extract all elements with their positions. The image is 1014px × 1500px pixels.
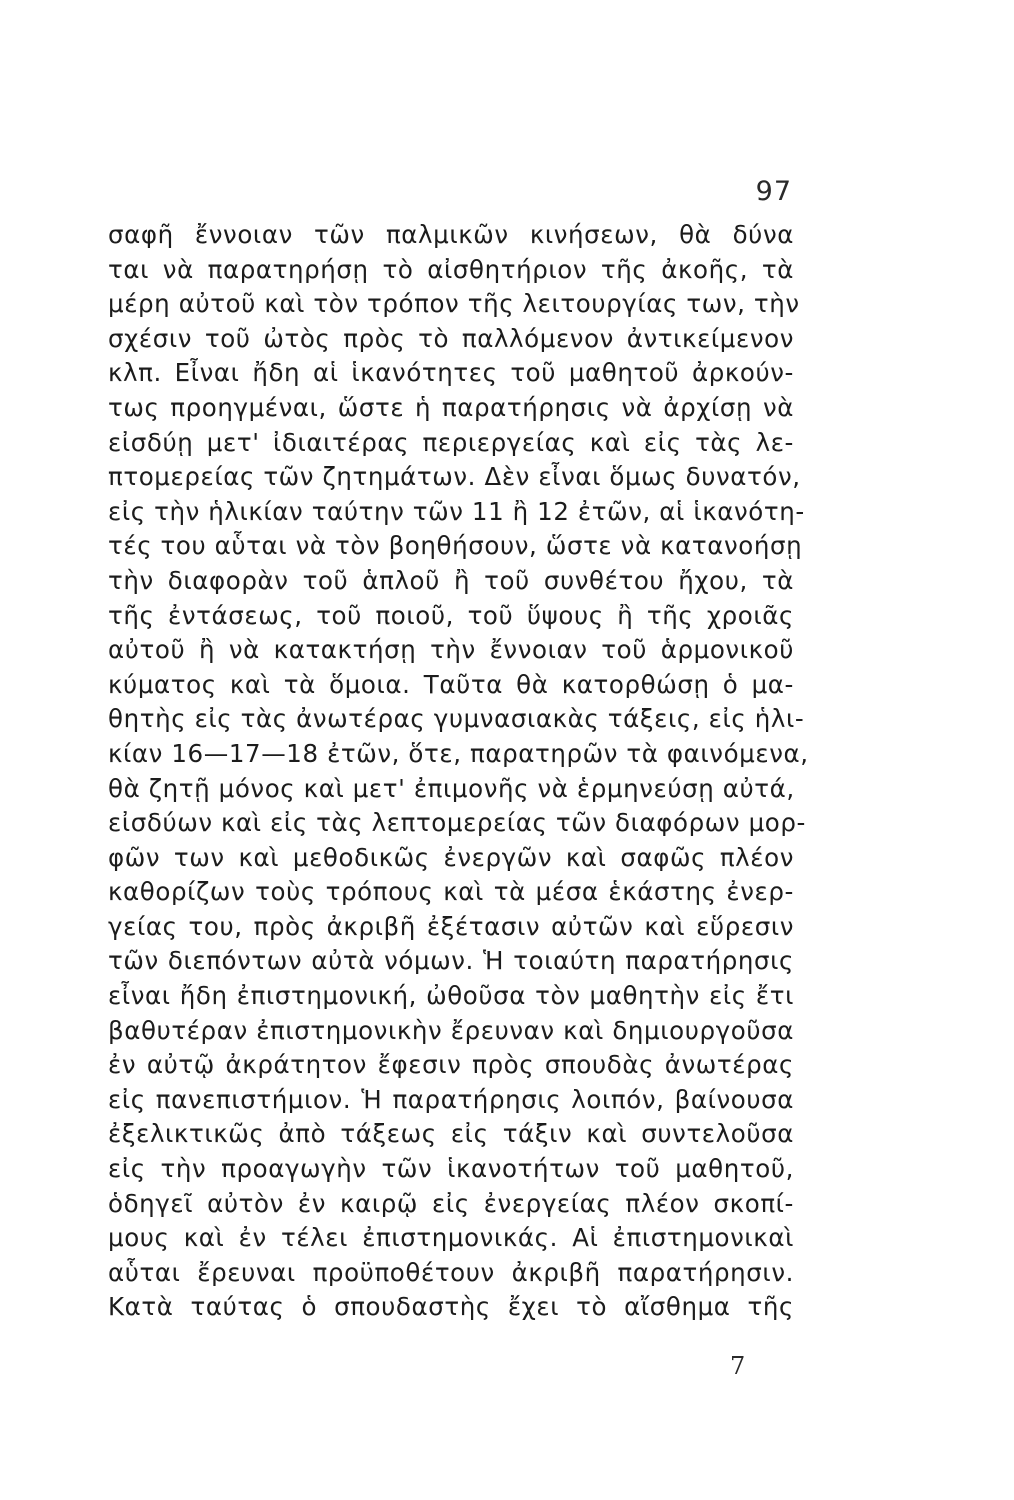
text-line: μέρη αὐτοῦ καὶ τὸν τρόπον τῆς λειτουργίας των, τὴν [108, 289, 800, 319]
text-line: καθορίζων τοὺς τρόπους καὶ τὰ μέσα ἑκάστης ἐνερ- [108, 877, 794, 907]
page-number: 97 [755, 176, 792, 207]
text-line: θὰ ζητῇ μόνος καὶ μετ' ἐπιμονῆς νὰ ἑρμηνεύσῃ αὐτά, [108, 773, 795, 803]
text-line: ἐν αὐτῷ ἀκράτητον ἔφεσιν πρὸς σπουδὰς ἀνωτέρας [108, 1050, 794, 1080]
text-line: τῆς ἐντάσεως, τοῦ ποιοῦ, τοῦ ὕψους ἢ τῆς χροιᾶς [108, 600, 794, 630]
text-line: τῶν διεπόντων αὐτὰ νόμων. Ἡ τοιαύτη παρατήρησις [108, 946, 794, 976]
text-line: μους καὶ ἐν τέλει ἐπιστημονικάς. Αἱ ἐπιστημονικαὶ [108, 1223, 794, 1253]
text-line: κύματος καὶ τὰ ὅμοια. Ταῦτα θὰ κατορθώσῃ ὁ μα- [108, 669, 794, 699]
text-line: εἶναι ἤδη ἐπιστημονική, ὠθοῦσα τὸν μαθητὴν εἰς ἔτι [108, 981, 794, 1011]
text-line: τὴν διαφορὰν τοῦ ἁπλοῦ ἢ τοῦ συνθέτου ἤχου, τὰ [108, 565, 794, 595]
text-line: πτομερείας τῶν ζητημάτων. Δὲν εἶναι ὅμως δυνατόν, [108, 462, 801, 492]
text-line: σχέσιν τοῦ ὠτὸς πρὸς τὸ παλλόμενον ἀντικείμενον [108, 323, 794, 353]
signature-mark: 7 [730, 1352, 746, 1380]
text-line: τές του αὗται νὰ τὸν βοηθήσουν, ὥστε νὰ κατανοήσῃ [108, 531, 803, 561]
text-line: αὐτοῦ ἢ νὰ κατακτήσῃ τὴν ἔννοιαν τοῦ ἁρμονικοῦ [108, 635, 794, 665]
text-line: φῶν των καὶ μεθοδικῶς ἐνεργῶν καὶ σαφῶς πλέον [108, 842, 794, 872]
text-line: εἰς τὴν προαγωγὴν τῶν ἱκανοτήτων τοῦ μαθητοῦ, [108, 1154, 794, 1184]
text-line: κίαν 16—17—18 ἐτῶν, ὅτε, παρατηρῶν τὰ φαινόμενα, [108, 738, 809, 768]
text-line: κλπ. Εἶναι ἤδη αἱ ἱκανότητες τοῦ μαθητοῦ ἀρκούν- [108, 358, 794, 388]
text-line: σαφῆ ἔννοιαν τῶν παλμικῶν κινήσεων, θὰ δύνα [108, 220, 794, 249]
body-text [108, 218, 809, 1325]
text-line: γείας του, πρὸς ἀκριβῆ ἐξέτασιν αὐτῶν καὶ εὕρεσιν [108, 911, 794, 941]
text-line: αὗται ἔρευναι προϋποθέτουν ἀκριβῆ παρατήρησιν. [108, 1257, 794, 1287]
text-line: βαθυτέραν ἐπιστημονικὴν ἔρευναν καὶ δημιουργοῦσα [108, 1015, 794, 1045]
text-line: Κατὰ ταύτας ὁ σπουδαστὴς ἔχει τὸ αἴσθημα τῆς [108, 1292, 794, 1322]
text-line: εἰς πανεπιστήμιον. Ἡ παρατήρησις λοιπόν, βαίνουσα [108, 1084, 794, 1114]
text-line: ἐξελικτικῶς ἀπὸ τάξεως εἰς τάξιν καὶ συντελοῦσα [108, 1119, 794, 1149]
text-line: εἰς τὴν ἡλικίαν ταύτην τῶν 11 ἢ 12 ἐτῶν, αἱ ἱκανότη- [108, 496, 805, 526]
text-line: τως προηγμέναι, ὥστε ἡ παρατήρησις νὰ ἀρχίσῃ νὰ [108, 392, 794, 422]
text-line: θητὴς εἰς τὰς ἀνωτέρας γυμνασιακὰς τάξεις, εἰς ἡλι- [108, 704, 805, 734]
text-line: ὁδηγεῖ αὐτὸν ἐν καιρῷ εἰς ἐνεργείας πλέον σκοπί- [108, 1188, 794, 1218]
text-line: ται νὰ παρατηρήσῃ τὸ αἰσθητήριον τῆς ἀκοῆς, τὰ [108, 254, 794, 284]
text-line: εἰσδύων καὶ εἰς τὰς λεπτομερείας τῶν διαφόρων μορ- [108, 808, 806, 838]
text-line: εἰσδύῃ μετ' ἰδιαιτέρας περιεργείας καὶ εἰς τὰς λε- [108, 427, 794, 457]
